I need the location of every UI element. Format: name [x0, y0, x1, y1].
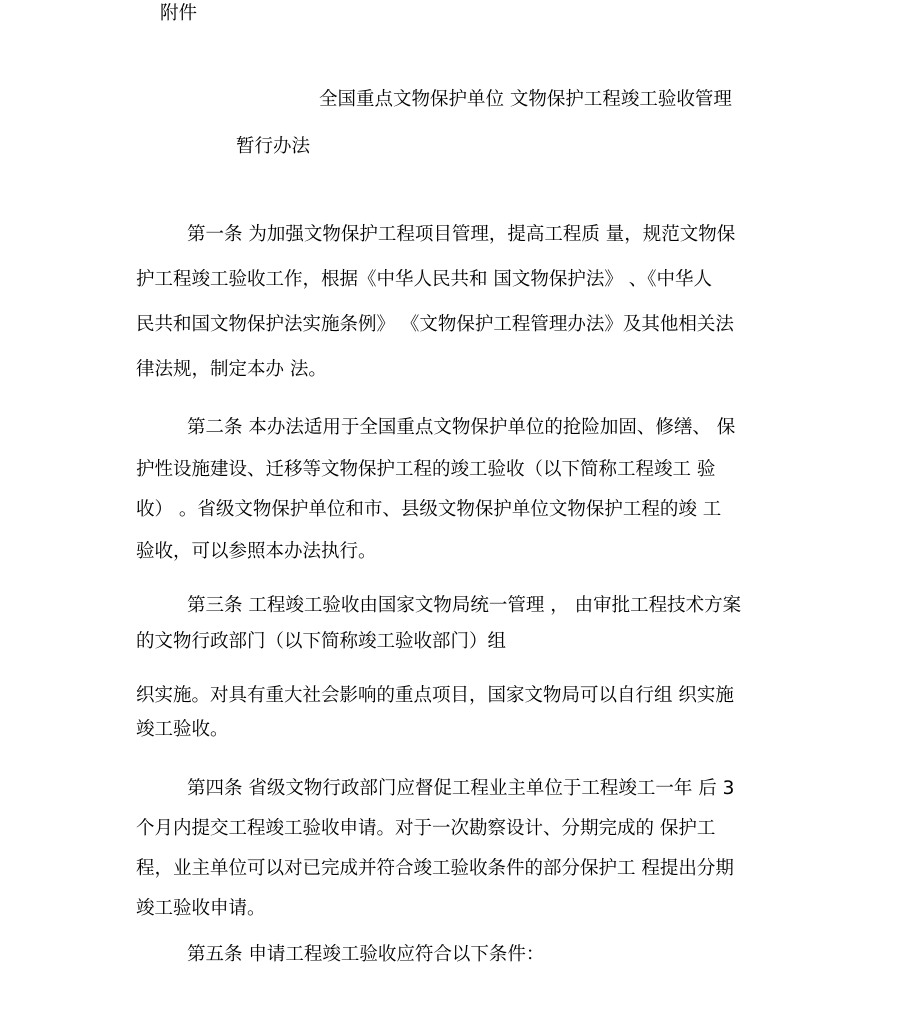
article-3-line-1: 第三条 工程竣工验收由国家文物局统一管理 ， 由审批工程技术方案	[187, 595, 742, 616]
document-title-line-2: 暂行办法	[236, 136, 311, 157]
article-2-line-3: 收） 。省级文物保护单位和市、县级文物保护单位文物保护工程的竣 工	[136, 499, 722, 520]
article-1-line-4: 律法规，制定本办 法。	[136, 359, 327, 380]
article-3-line-4: 竣工验收。	[136, 719, 229, 740]
document-title-line-1: 全国重点文物保护单位 文物保护工程竣工验收管理	[319, 89, 732, 110]
article-1-line-2: 护工程竣工验收工作，根据《中华人民共和 国文物保护法》 、《中华人	[136, 269, 713, 290]
article-4-line-4: 竣工验收申请。	[136, 898, 266, 919]
article-2-line-4: 验收，可以参照本办法执行。	[136, 541, 377, 562]
attachment-label: 附件	[160, 3, 198, 24]
article-5-line-1: 第五条 申请工程竣工验收应符合以下条件：	[187, 944, 545, 965]
article-4-line-3: 程，业主单位可以对已完成并符合竣工验收条件的部分保护工 程提出分期	[136, 858, 734, 879]
article-4-line-2: 个月内提交工程竣工验收申请。对于一次勘察设计、分期完成的 保护工	[136, 818, 716, 839]
article-2-line-1: 第二条 本办法适用于全国重点文物保护单位的抢险加固、修缮、 保	[187, 417, 736, 438]
article-1-line-1: 第一条 为加强文物保护工程项目管理，提高工程质 量，规范文物保	[187, 224, 736, 245]
article-2-line-2: 护性设施建设、迁移等文物保护工程的竣工验收（以下简称工程竣工 验	[136, 459, 716, 480]
article-1-line-3: 民共和国文物保护法实施条例》 《文物保护工程管理办法》及其他相关法	[136, 314, 734, 335]
article-4-line-1: 第四条 省级文物行政部门应督促工程业主单位于工程竣工一年 后 3	[187, 778, 735, 799]
article-3-line-2: 的文物行政部门（以下简称竣工验收部门）组	[136, 631, 507, 652]
article-3-line-3: 织实施。对具有重大社会影响的重点项目，国家文物局可以自行组 织实施	[136, 685, 734, 706]
